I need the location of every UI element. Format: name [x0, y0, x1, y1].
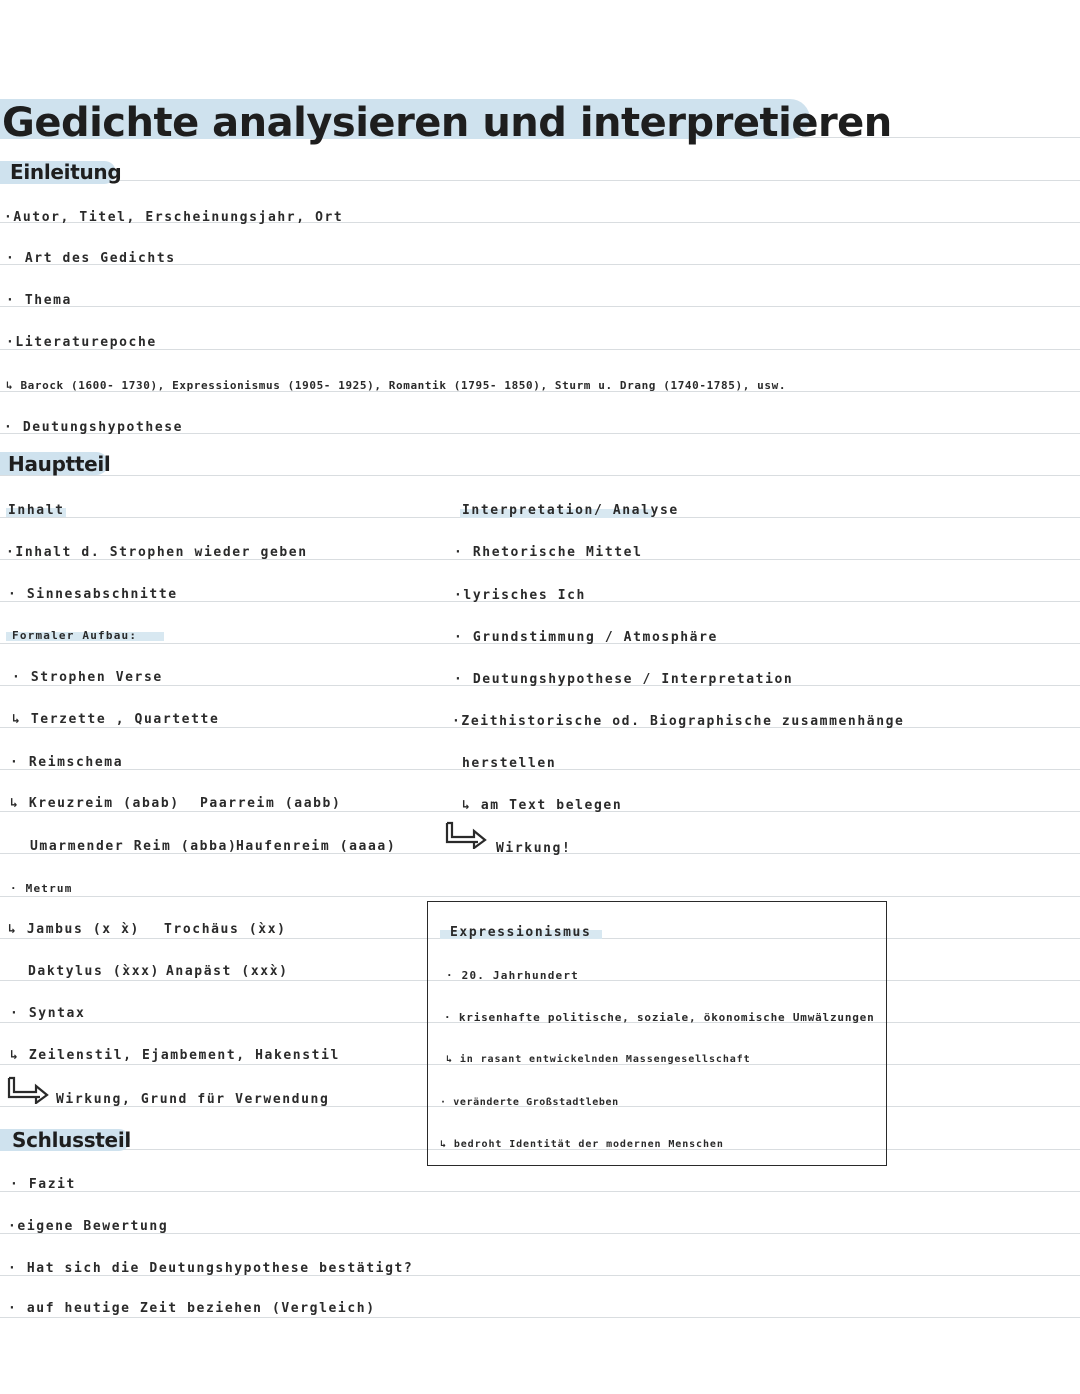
list-item: · Art des Gedichts — [6, 251, 176, 266]
list-item: ↳ Terzette , Quartette — [12, 712, 220, 727]
list-item: ·Inhalt d. Strophen wieder geben — [6, 545, 308, 560]
list-item: · Deutungshypothese — [4, 420, 184, 435]
list-item: Daktylus (x̀xx) — [28, 964, 160, 979]
list-item: · Fazit — [10, 1177, 76, 1192]
section-heading-schlussteil: Schlussteil — [12, 1128, 131, 1152]
list-item: · Sinnesabschnitte — [8, 587, 178, 602]
list-item: · auf heutige Zeit beziehen (Vergleich) — [8, 1301, 376, 1316]
arrow-turn-right-icon — [6, 1076, 50, 1104]
list-item: ↳ am Text belegen — [462, 798, 623, 813]
list-item: Haufenreim (aaaa) — [236, 839, 397, 854]
list-item: ↳ Jambus (x x̀) — [8, 922, 140, 937]
list-item: · Metrum — [10, 882, 73, 895]
section-heading-hauptteil: Hauptteil — [8, 452, 111, 476]
list-item: ↳ Barock (1600- 1730), Expressionismus (1905- 1925), Romantik (1795- 1850), Sturm u. Drang (1740-1785), usw. — [6, 379, 787, 392]
list-item: · Strophen Verse — [12, 670, 163, 685]
list-item: ·Autor, Titel, Erscheinungsjahr, Ort — [4, 210, 344, 225]
list-item: · veränderte Großstadtleben — [440, 1097, 619, 1108]
list-item: · Deutungshypothese / Interpretation — [454, 672, 794, 687]
list-item: · Hat sich die Deutungshypothese bestätigt? — [8, 1261, 414, 1276]
list-item: Umarmender Reim (abba) — [30, 839, 238, 854]
list-item: ↳ in rasant entwickelnden Massengesellschaft — [446, 1054, 751, 1065]
list-item: ↳ bedroht Identität der modernen Menschen — [440, 1139, 724, 1150]
ruled-line — [0, 896, 1080, 897]
list-item: Wirkung, Grund für Verwendung — [56, 1092, 330, 1107]
list-item: Anapäst (xxx̀) — [166, 964, 289, 979]
list-item: ·eigene Bewertung — [8, 1219, 169, 1234]
subheading-interpretation: Interpretation/ Analyse — [462, 503, 679, 518]
ruled-line — [0, 306, 1080, 307]
ruled-line — [0, 180, 1080, 181]
page-title: Gedichte analysieren und interpretieren — [2, 100, 892, 146]
list-item: Wirkung! — [496, 841, 572, 856]
list-item: ·lyrisches Ich — [454, 588, 586, 603]
list-item: · krisenhafte politische, soziale, ökonomische Umwälzungen — [444, 1011, 875, 1024]
ruled-line — [0, 349, 1080, 350]
list-item: ·Literaturepoche — [6, 335, 157, 350]
section-heading-einleitung: Einleitung — [10, 160, 122, 184]
subheading-formaler-aufbau: Formaler Aufbau: — [12, 629, 138, 642]
ruled-line — [0, 1191, 1080, 1192]
ruled-line — [0, 1317, 1080, 1318]
list-item: ·Zeithistorische od. Biographische zusammenhänge — [452, 714, 905, 729]
subheading-inhalt: Inhalt — [8, 503, 65, 518]
box-heading: Expressionismus — [450, 925, 592, 940]
list-item: · Reimschema — [10, 755, 124, 770]
list-item: Paarreim (aabb) — [200, 796, 342, 811]
list-item: Trochäus (x̀x) — [164, 922, 287, 937]
list-item: · 20. Jahrhundert — [446, 969, 579, 982]
list-item: herstellen — [462, 756, 557, 771]
list-item: ↳ Kreuzreim (abab) — [10, 796, 180, 811]
arrow-turn-right-icon — [444, 821, 488, 849]
list-item: · Rhetorische Mittel — [454, 545, 643, 560]
list-item: · Grundstimmung / Atmosphäre — [454, 630, 718, 645]
ruled-line — [0, 475, 1080, 476]
list-item: ↳ Zeilenstil, Ejambement, Hakenstil — [10, 1048, 340, 1063]
list-item: · Syntax — [10, 1006, 86, 1021]
list-item: · Thema — [6, 293, 72, 308]
